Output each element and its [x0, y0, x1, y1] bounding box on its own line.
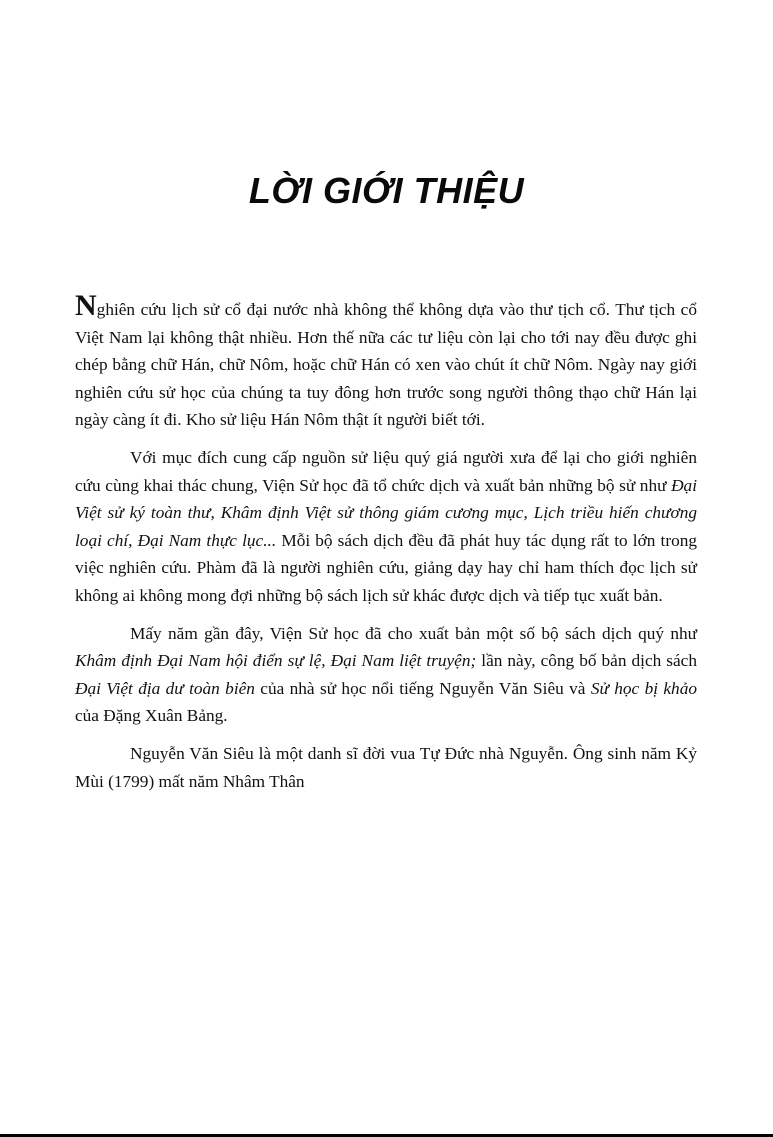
paragraph-3: [75, 620, 697, 730]
paragraph-3-text-b: lần này, công bố bản dịch sách: [476, 651, 697, 671]
paragraph-2-text-b: Mỗi bộ sách dịch đều đã phát huy tác dụng rất to lớn trong việc nghiên cứu. Phàm đã là người nghiên cứu, giảng dạy hay chỉ ham thích đọc lịch sử không ai không mong đợi những bộ sách lịch sử khác được dịch và tiếp tục xuất bản.: [75, 530, 697, 605]
page-title: LỜI GIỚI THIỆU: [248, 170, 525, 211]
paragraph-3-book-title-b: Đại Việt địa dư toàn biên: [75, 678, 255, 698]
paragraph-4-text: Nguyễn Văn Siêu là một danh sĩ đời vua Tự Đức nhà Nguyễn. Ông sinh năm Kỷ Mùi (1799) mất năm Nhâm Thân: [75, 743, 697, 791]
paragraph-1: [75, 289, 697, 434]
paragraph-1-text: ghiên cứu lịch sử cổ đại nước nhà không thể không dựa vào thư tịch cổ. Thư tịch cổ Việt Nam lại không thật nhiều. Hơn thế nữa các tư liệu còn lại cho tới nay đều được ghi chép bằng chữ Hán, chữ Nôm, hoặc chữ Hán có xen vào chút ít chữ Nôm. Ngày nay giới nghiên cứu sử học của chúng ta tuy đông hơn trước song người thông thạo chữ Hán lại ngày càng ít đi. Kho sử liệu Hán Nôm thật ít người biết tới.: [75, 300, 697, 430]
paragraph-2: [75, 444, 697, 610]
paragraph-3-text-c: của nhà sử học nổi tiếng Nguyễn Văn Siêu và: [254, 678, 591, 698]
paragraph-3-text-a: Mấy năm gần đây, Viện Sử học đã cho xuất bản một số bộ sách dịch quý như: [130, 623, 697, 643]
paragraph-4: [75, 740, 697, 795]
paragraph-2-book-titles: Đại Việt sử ký toàn thư, Khâm định Việt sử thông giám cương mục, Lịch triều hiến chương loại chí, Đại Nam thực lục...: [75, 475, 697, 550]
paragraph-3-text-d: của Đặng Xuân Bảng.: [75, 706, 228, 726]
body-text: [75, 289, 697, 805]
paragraph-3-book-titles-a: Khâm định Đại Nam hội điển sự lệ, Đại Nam liệt truyện;: [75, 651, 477, 671]
paragraph-2-text-a: Với mục đích cung cấp nguồn sử liệu quý giá người xưa để lại cho giới nghiên cứu cùng khai thác chung, Viện Sử học đã tổ chức dịch và xuất bản những bộ sử như: [75, 447, 697, 495]
drop-cap: N: [75, 289, 97, 322]
paragraph-3-book-title-c: Sử học bị khảo: [590, 678, 697, 698]
